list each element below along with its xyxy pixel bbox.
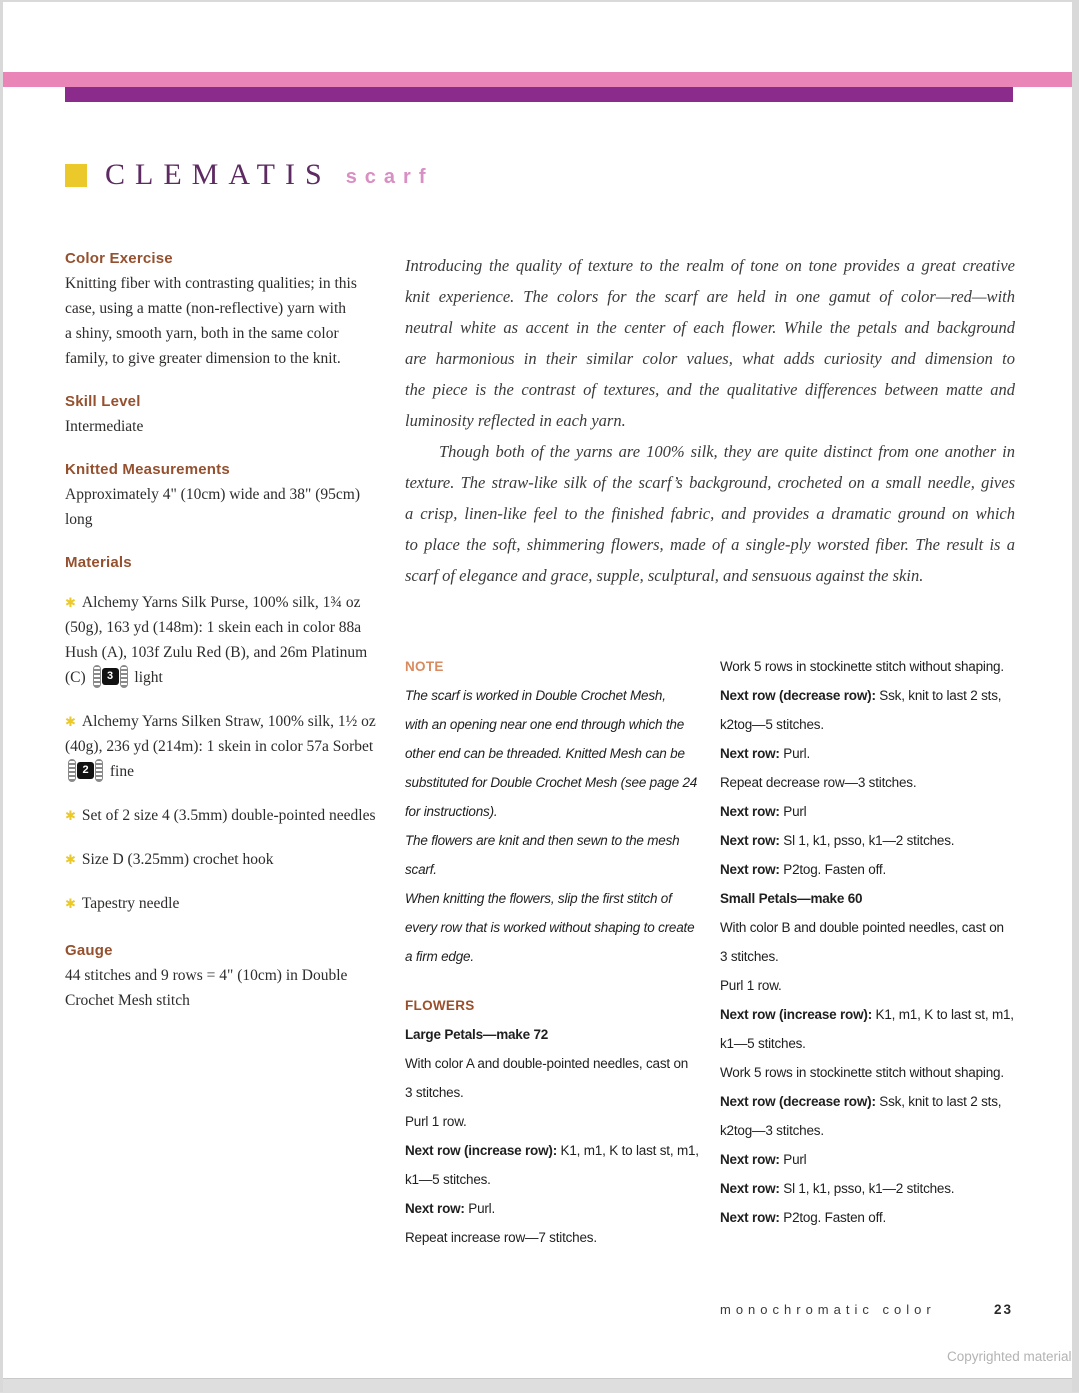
materials-bullet: ✱ Alchemy Yarns Silken Straw, 100% silk, 1½ oz (40g), 236 yd (214m): 1 skein in color 57a Sorbet 2 fine — [65, 713, 376, 780]
instruction-line: Purl 1 row. — [405, 1114, 467, 1129]
section-knitted-measurements — [65, 461, 389, 532]
yarn-weight-2-icon: 2 — [68, 759, 103, 782]
large-petals-subheading: Large Petals—make 72 — [405, 1027, 549, 1042]
text-line: 44 stitches and 9 rows = 4" (10cm) in Double — [65, 967, 348, 984]
text-line: Approximately 4" (10cm) wide and 38" (95cm) — [65, 486, 361, 503]
instruction-line: Next row (decrease row): Ssk, knit to last 2 sts, — [720, 688, 1002, 703]
instruction-line: Purl 1 row. — [720, 978, 782, 993]
section-gauge — [65, 942, 389, 1013]
copyright-notice: Copyrighted material — [947, 1349, 1072, 1364]
text-line: Intermediate — [65, 418, 144, 435]
instruction-line: Next row: Purl. — [720, 746, 811, 761]
bullet-asterisk-icon: ✱ — [65, 896, 76, 911]
bullet-asterisk-icon: ✱ — [65, 852, 76, 867]
instruction-line: Next row: Purl. — [405, 1201, 496, 1216]
text-line: substituted for Double Crochet Mesh (see page 24 — [405, 775, 698, 790]
section-color-exercise — [65, 250, 389, 371]
instruction-line: Repeat decrease row—3 stitches. — [720, 775, 917, 790]
text-line: When knitting the flowers, slip the first stitch of — [405, 891, 672, 906]
intro-line: Though both of the yarns are 100% silk, they are quite distinct from one another in — [439, 442, 1015, 461]
page-edge-right — [1072, 0, 1079, 1392]
yarn-weight-3-icon: 3 — [93, 665, 128, 688]
section-heading: Gauge — [65, 942, 113, 959]
intro-line: luminosity reflected in each yarn. — [405, 411, 626, 430]
instruction-line: Repeat increase row—7 stitches. — [405, 1230, 597, 1245]
instruction-line: With color B and double pointed needles, cast on — [720, 920, 1004, 935]
bullet-asterisk-icon: ✱ — [65, 714, 76, 729]
section-materials — [65, 554, 389, 916]
instruction-line: k1—5 stitches. — [720, 1036, 806, 1051]
instruction-line: Next row (increase row): K1, m1, K to last st, m1, — [720, 1007, 1014, 1022]
note-heading: NOTE — [405, 659, 444, 674]
petal-instructions — [720, 652, 1022, 1232]
intro-line: the piece is the contrast of textures, and the qualitative differences between matte and — [405, 380, 1015, 399]
header-purple-bar — [65, 87, 1013, 102]
text-line: every row that is worked without shaping to create — [405, 920, 695, 935]
text-line: long — [65, 511, 93, 528]
intro-line: neutral white as accent in the center of each flower. While the petals and background — [405, 318, 1015, 337]
instruction-line: Next row: Sl 1, k1, psso, k1—2 stitches. — [720, 833, 955, 848]
text-line: a shiny, smooth yarn, both in the same color — [65, 325, 339, 342]
page-title — [65, 158, 434, 192]
flowers-heading: FLOWERS — [405, 998, 475, 1013]
text-line: The flowers are knit and then sewn to the mesh — [405, 833, 680, 848]
materials-bullet: ✱ Tapestry needle — [65, 895, 180, 912]
footer-page-number: 23 — [993, 1302, 1013, 1317]
instruction-line: Next row (increase row): K1, m1, K to last st, m1, — [405, 1143, 699, 1158]
page-edge-bottom — [0, 1378, 1079, 1393]
intro-line: scarf of elegance and grace, supple, sculptural, and sensuous against the skin. — [405, 566, 924, 585]
intro-paragraph-1 — [405, 250, 1015, 436]
instruction-line: Next row: Purl — [720, 1152, 807, 1167]
instruction-line: k2tog—3 stitches. — [720, 1123, 824, 1138]
instruction-line: Next row: P2tog. Fasten off. — [720, 1210, 886, 1225]
intro-line: to place the soft, shimmering flowers, made of a single-ply worsted fiber. The result is a — [405, 535, 1015, 554]
page-edge-top — [0, 0, 1079, 2]
intro-text — [405, 250, 1015, 591]
materials-bullet: ✱ Size D (3.25mm) crochet hook — [65, 851, 274, 868]
section-skill-level — [65, 393, 389, 439]
right-instructions-column — [720, 652, 1022, 1232]
note-and-flowers-column — [405, 652, 707, 1252]
section-heading: Color Exercise — [65, 250, 173, 267]
bullet-asterisk-icon: ✱ — [65, 808, 76, 823]
title-sub: scarf — [345, 165, 434, 188]
header-pink-bar — [3, 72, 1072, 87]
instruction-line: Next row (decrease row): Ssk, knit to last 2 sts, — [720, 1094, 1002, 1109]
text-line: other end can be threaded. Knitted Mesh can be — [405, 746, 685, 761]
large-petals-instructions — [405, 1049, 707, 1252]
instruction-line: k1—5 stitches. — [405, 1172, 491, 1187]
intro-line: knit experience. The colors for the scarf are held in one gamut of color—red—with — [405, 287, 1015, 306]
instruction-line: Next row: P2tog. Fasten off. — [720, 862, 886, 877]
materials-list — [65, 590, 389, 916]
section-heading: Skill Level — [65, 393, 141, 410]
footer-chapter-label: monochromatic color — [720, 1302, 936, 1317]
instruction-line: Next row: Sl 1, k1, psso, k1—2 stitches. — [720, 1181, 955, 1196]
text-line: Crochet Mesh stitch — [65, 992, 190, 1009]
page-edge-left — [0, 0, 3, 1392]
instruction-subheading: Small Petals—make 60 — [720, 891, 863, 906]
text-line: with an opening near one end through which the — [405, 717, 685, 732]
intro-line: texture. The straw-like silk of the scarf’s background, crocheted on a small needle, gives — [405, 473, 1015, 492]
text-line: for instructions). — [405, 804, 498, 819]
instruction-line: Work 5 rows in stockinette stitch without shaping. — [720, 659, 1004, 674]
text-line: The scarf is worked in Double Crochet Mesh, — [405, 688, 666, 703]
section-heading: Knitted Measurements — [65, 461, 230, 478]
instruction-line: k2tog—5 stitches. — [720, 717, 824, 732]
instruction-line: Next row: Purl — [720, 804, 807, 819]
instruction-line: 3 stitches. — [720, 949, 779, 964]
text-line: a firm edge. — [405, 949, 474, 964]
materials-bullet: ✱ Alchemy Yarns Silk Purse, 100% silk, 1¾ oz (50g), 163 yd (148m): 1 skein each in color 88a Hush (A), 103f Zulu Red (B), and 26m Platinum (C) 3 light — [65, 594, 368, 686]
section-heading: Materials — [65, 554, 132, 571]
instruction-line: With color A and double-pointed needles, cast on — [405, 1056, 689, 1071]
text-line: Knitting fiber with contrasting qualities; in this — [65, 275, 357, 292]
instruction-line: Work 5 rows in stockinette stitch without shaping. — [720, 1065, 1004, 1080]
page-footer — [720, 1302, 1013, 1317]
text-line: case, using a matte (non-reflective) yarn with — [65, 300, 347, 317]
left-sidebar-column — [65, 250, 389, 1035]
materials-bullet: ✱ Set of 2 size 4 (3.5mm) double-pointed needles — [65, 807, 376, 824]
intro-paragraph-2 — [405, 436, 1015, 591]
bullet-asterisk-icon: ✱ — [65, 595, 76, 610]
text-line: family, to give greater dimension to the knit. — [65, 350, 341, 367]
text-line: scarf. — [405, 862, 437, 877]
instruction-line: 3 stitches. — [405, 1085, 464, 1100]
title-square-icon — [65, 164, 87, 187]
intro-line: Introducing the quality of texture to the realm of tone on tone provides a great creative — [405, 256, 1015, 275]
intro-line: a crisp, linen-like feel to the finished fabric, and provides a dramatic ground on which — [405, 504, 1015, 523]
title-main: CLEMATIS — [105, 158, 332, 191]
intro-line: are harmonious in their similar color values, what adds curiosity and dimension to — [405, 349, 1015, 368]
